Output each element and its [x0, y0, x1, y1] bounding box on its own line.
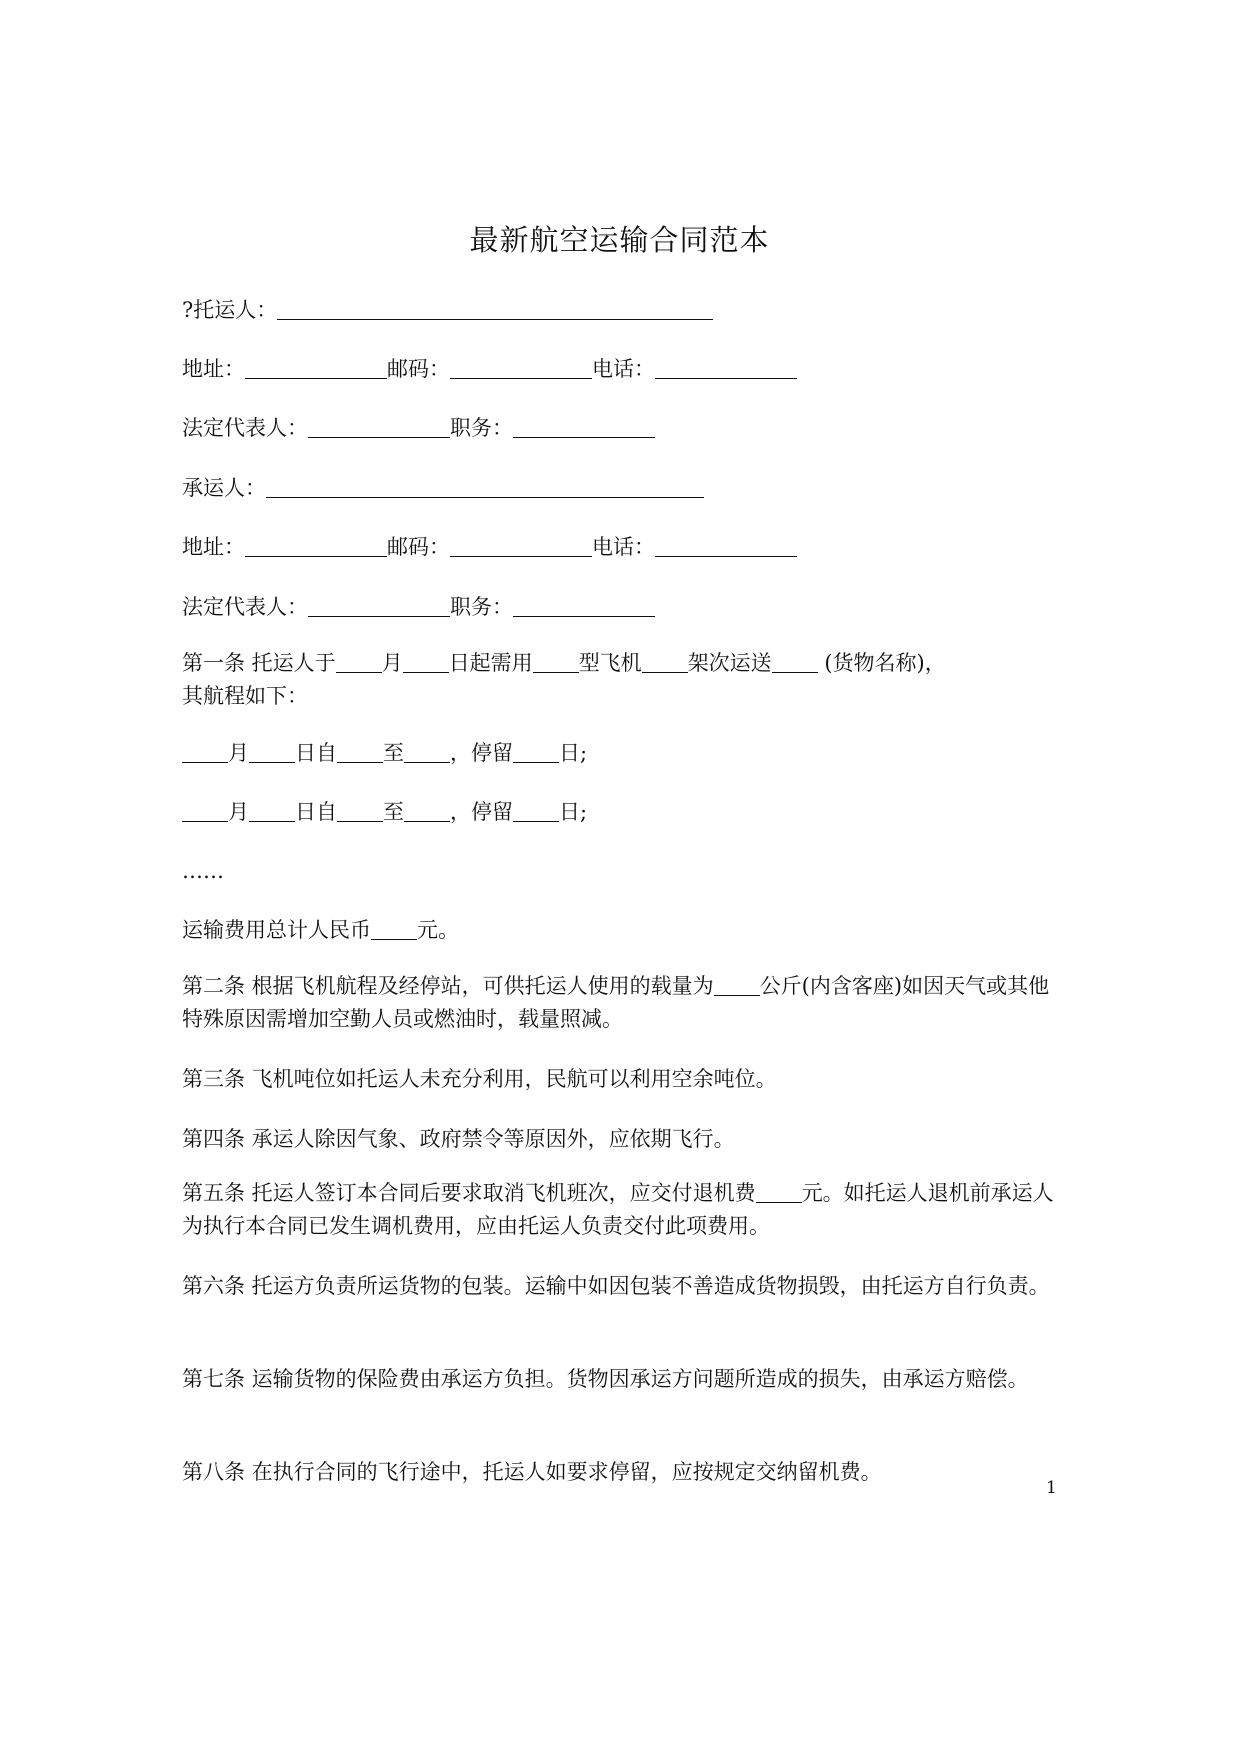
article-1-day-blank[interactable] [403, 652, 449, 673]
article-1-model-blank[interactable] [533, 652, 579, 673]
article-5-fee-blank[interactable] [756, 1182, 802, 1203]
route-1-origin-blank[interactable] [337, 742, 383, 763]
article-5-text-end: 元。如托运人退机前承运人为执行本合同已发生调机费用，应由托运人负责交付此项费用。 [182, 1181, 1054, 1238]
carrier-blank[interactable] [266, 477, 704, 498]
route-1-dest-blank[interactable] [404, 742, 450, 763]
route-2-stay: ，停留 [450, 800, 513, 824]
carrier-contact-line [182, 533, 797, 561]
shipper-rep-label: 法定代表人： [182, 416, 308, 440]
carrier-line [182, 474, 704, 502]
route-2-days: 日; [559, 800, 588, 824]
article-1-month-blank[interactable] [336, 652, 382, 673]
carrier-rep-label: 法定代表人： [182, 595, 308, 619]
carrier-postcode-blank[interactable] [450, 536, 592, 557]
shipper-position-label: 职务： [450, 416, 513, 440]
article-1-month: 月 [381, 651, 403, 675]
route-2-month-blank[interactable] [182, 801, 228, 822]
route-1-to: 至 [383, 741, 404, 765]
shipper-phone-blank[interactable] [655, 358, 797, 379]
route-line-1 [182, 739, 587, 767]
carrier-phone-label: 电话： [592, 535, 655, 559]
shipper-contact-line [182, 355, 797, 383]
shipper-postcode-blank[interactable] [450, 358, 592, 379]
fee-unit: 元。 [417, 918, 459, 942]
fee-text: 运输费用总计人民币 [182, 918, 371, 942]
carrier-address-label: 地址： [182, 535, 245, 559]
article-4: 第四条 承运人除因气象、政府禁令等原因外，应依期飞行。 [182, 1127, 735, 1151]
page-number: 1 [1046, 1478, 1057, 1498]
shipper-position-blank[interactable] [513, 417, 655, 438]
carrier-phone-blank[interactable] [655, 536, 797, 557]
route-2-to: 至 [383, 800, 404, 824]
carrier-label: 承运人： [182, 476, 266, 500]
carrier-position-blank[interactable] [513, 596, 655, 617]
shipper-blank[interactable] [277, 299, 713, 320]
shipper-phone-label: 电话： [592, 357, 655, 381]
article-1-route-intro: 其航程如下： [182, 684, 308, 708]
route-1-stay: ，停留 [450, 741, 513, 765]
shipper-address-blank[interactable] [245, 358, 387, 379]
carrier-rep-blank[interactable] [308, 596, 450, 617]
article-2-text: 第二条 根据飞机航程及经停站，可供托运人使用的载量为 [182, 974, 714, 998]
shipper-postcode-label: 邮码： [387, 357, 450, 381]
carrier-position-label: 职务： [450, 595, 513, 619]
article-1-goods: (货物名称)， [817, 651, 946, 675]
article-1-flights-blank[interactable] [642, 652, 688, 673]
route-1-stay-blank[interactable] [513, 742, 559, 763]
route-1-month: 月 [228, 741, 249, 765]
route-2-dest-blank[interactable] [404, 801, 450, 822]
article-1-flights: 架次运送 [687, 651, 772, 675]
route-2-stay-blank[interactable] [513, 801, 559, 822]
shipper-label: ?托运人： [182, 298, 278, 322]
shipper-rep-line [182, 414, 655, 442]
carrier-rep-line [182, 593, 655, 621]
article-1 [182, 647, 1062, 713]
article-1-day: 日起需用 [448, 651, 533, 675]
article-7: 第七条 运输货物的保险费由承运方负担。货物因承运方问题所造成的损失，由承运方赔偿。 [182, 1367, 1029, 1391]
carrier-address-blank[interactable] [245, 536, 387, 557]
article-2 [182, 970, 1062, 1036]
route-1-from: 日自 [295, 741, 337, 765]
article-2-load-blank[interactable] [714, 975, 760, 996]
route-2-day-blank[interactable] [249, 801, 295, 822]
shipper-line [182, 296, 713, 324]
route-2-month: 月 [228, 800, 249, 824]
article-8: 第八条 在执行合同的飞行途中，托运人如要求停留，应按规定交纳留机费。 [182, 1460, 882, 1484]
route-1-month-blank[interactable] [182, 742, 228, 763]
article-1-model: 型飞机 [578, 651, 642, 675]
article-1-goods-blank[interactable] [772, 652, 818, 673]
ellipsis: …… [182, 859, 224, 883]
route-line-2 [182, 798, 587, 826]
article-5-text: 第五条 托运人签订本合同后要求取消飞机班次，应交付退机费 [182, 1181, 756, 1205]
article-6: 第六条 托运方负责所运货物的包装。运输中如因包装不善造成货物损毁，由托运方自行负责。 [182, 1274, 1050, 1298]
article-3: 第三条 飞机吨位如托运人未充分利用，民航可以利用空余吨位。 [182, 1067, 777, 1091]
article-2-text-end: 公斤(内含客座)如因天气或其他特殊原因需增加空勤人员或燃油时，载量照减。 [182, 974, 1050, 1031]
shipper-address-label: 地址： [182, 357, 245, 381]
shipper-rep-blank[interactable] [308, 417, 450, 438]
article-1-text: 第一条 托运人于 [182, 651, 336, 675]
fee-amount-blank[interactable] [371, 919, 417, 940]
carrier-postcode-label: 邮码： [387, 535, 450, 559]
route-2-origin-blank[interactable] [337, 801, 383, 822]
document-title: 最新航空运输合同范本 [469, 223, 770, 257]
route-1-days: 日; [559, 741, 588, 765]
route-2-from: 日自 [295, 800, 337, 824]
article-5 [182, 1177, 1062, 1243]
fee-line [182, 916, 459, 944]
route-1-day-blank[interactable] [249, 742, 295, 763]
